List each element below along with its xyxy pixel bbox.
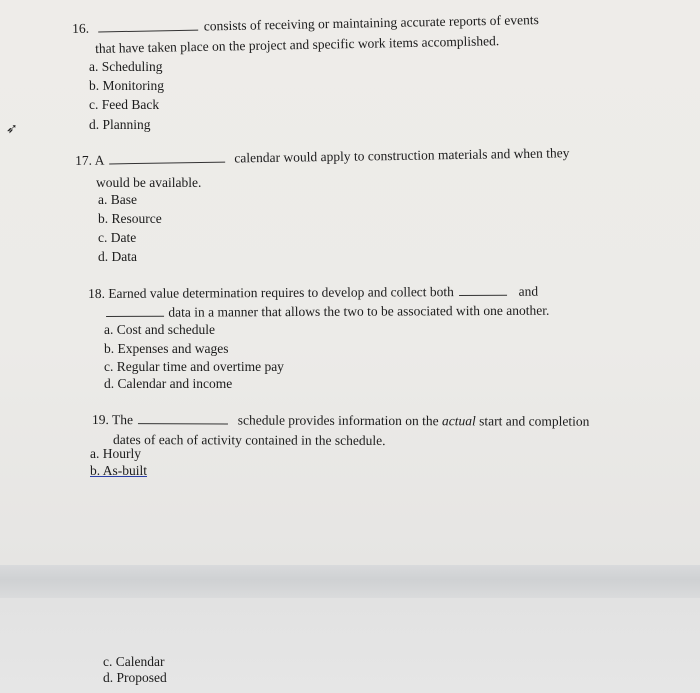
- q17-option-b: b. Resource: [98, 211, 162, 226]
- q19-stem-1a: schedule provides information on the: [237, 412, 439, 429]
- q19-stem-1b: actual: [442, 413, 476, 429]
- q19-option-c: c. Calendar: [103, 654, 165, 669]
- q19-number: 19. The: [91, 412, 133, 428]
- q19-option-b-text: b. As-built: [90, 463, 148, 478]
- q16-stem-2: that have taken place on the project and specific work items accomplished.: [95, 33, 500, 56]
- q16-number: 16.: [72, 20, 90, 36]
- q18-line-1: [88, 284, 538, 302]
- q18-option-d: d. Calendar and income: [104, 376, 233, 391]
- q18-option-c: c. Regular time and overtime pay: [104, 359, 284, 374]
- q17-blank: [109, 151, 225, 165]
- q16-option-d: d. Planning: [89, 117, 151, 132]
- q19-stem-1c: start and completion: [479, 413, 590, 429]
- q17-number: 17. A: [75, 152, 104, 168]
- q19-option-d: d. Proposed: [103, 670, 167, 685]
- q18-blank-2: [106, 305, 164, 317]
- q19-line-1: [92, 412, 589, 430]
- q16-option-c: c. Feed Back: [89, 97, 160, 112]
- q19-blank: [138, 412, 228, 424]
- q18-blank-1: [459, 284, 507, 296]
- q17-stem-1: calendar would apply to construction materials and when they: [234, 145, 570, 166]
- q17-option-a: a. Base: [98, 192, 137, 207]
- q16-stem-1: consists of receiving or maintaining accurate reports of events: [203, 12, 539, 34]
- q19-option-a: a. Hourly: [90, 446, 141, 461]
- q17-option-d: d. Data: [98, 249, 137, 264]
- q17-option-c: c. Date: [98, 230, 137, 245]
- q19-option-b: [90, 463, 147, 479]
- q18-option-b: b. Expenses and wages: [104, 341, 229, 356]
- q17-stem-2: would be available.: [96, 175, 202, 190]
- q16-option-b: b. Monitoring: [89, 78, 165, 93]
- page-gap: [0, 565, 700, 598]
- q16-blank: [98, 19, 198, 33]
- q18-stem-1b: and: [518, 283, 539, 299]
- pen-mark-icon: ➶: [6, 121, 18, 137]
- q16-option-a: a. Scheduling: [89, 59, 163, 74]
- q18-stem-2: data in a manner that allows the two to be associated with one another.: [168, 302, 550, 320]
- q18-stem-1a: 18. Earned value determination requires to develop and collect both: [88, 284, 454, 301]
- q18-line-2: [106, 303, 549, 321]
- q19-stem-2: dates of each of activity contained in the schedule.: [112, 432, 386, 448]
- q18-option-a: a. Cost and schedule: [104, 322, 215, 337]
